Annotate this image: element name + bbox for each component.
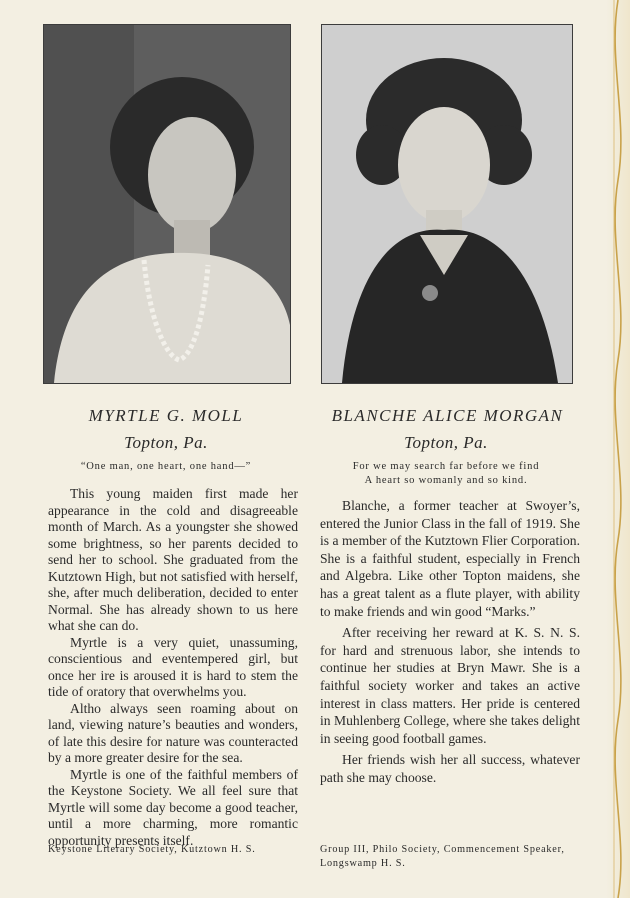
biography-right bbox=[320, 497, 580, 787]
activities-right: Group III, Philo Society, Commencement Speaker, Longswamp H. S. bbox=[320, 844, 565, 869]
page-edge-ornament bbox=[606, 0, 630, 898]
biography-left bbox=[48, 486, 298, 849]
bio-paragraph: Blanche, a former teacher at Swoyer’s, entered the Junior Class in the fall of 1919. She is a member of the Kutztown Flier Corporation. She is a faithful student, especially in French and Algebra. Like other Topton maidens, she has a great talent as a flute player, with ability to make friends and win good “Marks.” bbox=[320, 498, 580, 619]
student-name-right: BLANCHE ALICE MORGAN bbox=[331, 406, 564, 425]
motto-left: “One man, one heart, one hand—” bbox=[80, 461, 252, 472]
bio-paragraph: Myrtle is one of the faithful members of the Keystone Society. We all feel sure that Myrtle will some day become a good teacher, until a more charming, more romantic opportunity presents itself. bbox=[48, 766, 298, 848]
motto-line: For we may search far before we find bbox=[352, 461, 540, 472]
bio-paragraph: After receiving her reward at K. S. N. S. for hard and strenuous labor, she intends to continue her studies at Bryn Mawr. She is a faithful society worker and takes an active interest in class matters. Her pride is centered in Muhlenberg College, where she takes delight in seeing good football games. bbox=[320, 625, 580, 746]
portrait-photo-right bbox=[321, 24, 573, 384]
woman-portrait-icon bbox=[44, 25, 290, 383]
bio-paragraph: This young maiden first made her appearance in the cold and disagreeable month of March. As a youngster she showed some brightness, so her parents decided to send her to school. She graduated from the Kutztown High, but not satisfied with herself, she, after much deliberation, decided to enter Normal. She has already shown to us here what she can do. bbox=[48, 486, 298, 633]
activities-left: Keystone Literary Society, Kutztown H. S. bbox=[48, 844, 256, 855]
portrait-photo-left bbox=[43, 24, 291, 384]
woman-portrait-icon bbox=[322, 25, 572, 383]
hometown-right: Topton, Pa. bbox=[404, 433, 488, 452]
hometown-left: Topton, Pa. bbox=[124, 433, 208, 452]
motto-line: A heart so womanly and so kind. bbox=[364, 475, 528, 486]
motto-right bbox=[321, 460, 571, 488]
bio-paragraph: Altho always seen roaming about on land, viewing nature’s beauties and wonders, of late this desire for nature was counteracted by a more greater desire for the sea. bbox=[48, 700, 298, 765]
student-name-left: MYRTLE G. MOLL bbox=[88, 406, 244, 425]
bio-paragraph: Myrtle is a very quiet, unassuming, conscientious and eventempered girl, but once her ire is aroused it is hard to stem the tide of oratory that overwhelms you. bbox=[48, 634, 298, 699]
bio-paragraph: Her friends wish her all success, whatever path she may choose. bbox=[320, 752, 580, 785]
